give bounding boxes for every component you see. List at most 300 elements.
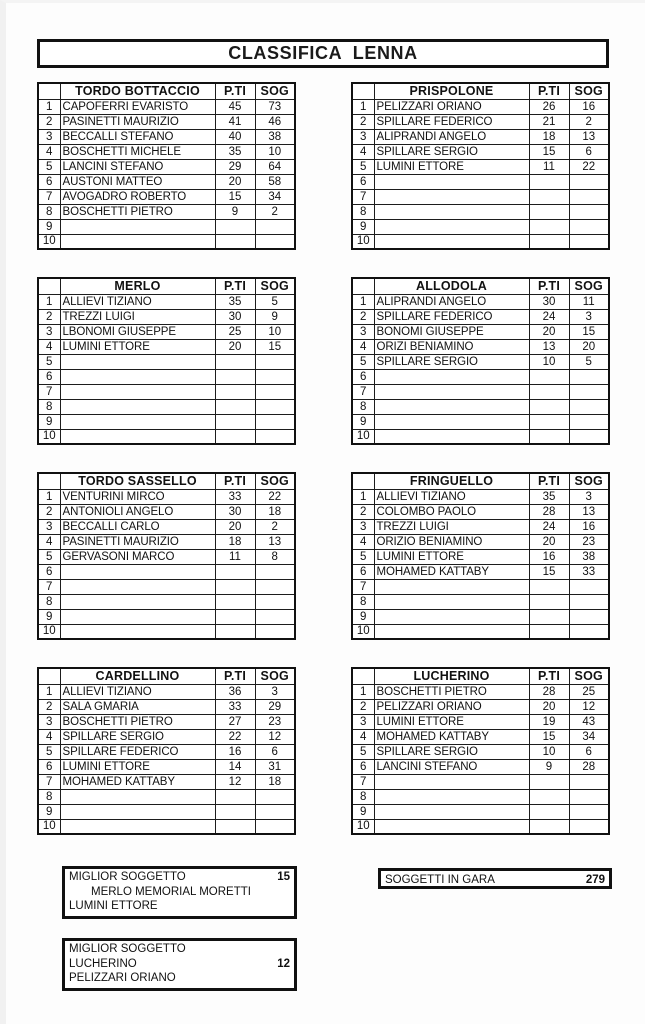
cell-competitor-name: ALIPRANDI ANGELO (374, 129, 529, 144)
cell-subjects (569, 789, 609, 804)
table-row (352, 294, 609, 309)
cell-rank: 5 (352, 744, 374, 759)
table-row (38, 414, 295, 429)
cell-rank: 4 (352, 144, 374, 159)
table-row (38, 354, 295, 369)
cell-rank: 10 (38, 429, 60, 444)
cell-points (529, 219, 569, 234)
cell-points: 22 (215, 729, 255, 744)
cell-rank: 3 (352, 129, 374, 144)
table-header-row (352, 668, 609, 684)
cell-competitor-name: PASINETTI MAURIZIO (60, 114, 215, 129)
table-row (38, 789, 295, 804)
cell-rank: 7 (38, 579, 60, 594)
cell-rank: 9 (352, 219, 374, 234)
cell-competitor-name: MOHAMED KATTABY (374, 564, 529, 579)
cell-rank: 10 (352, 819, 374, 834)
cell-rank: 7 (352, 774, 374, 789)
best-subject-lucherino-winner: PELIZZARI ORIANO (69, 972, 176, 984)
cell-points: 19 (529, 714, 569, 729)
cell-points (529, 774, 569, 789)
cell-points: 11 (529, 159, 569, 174)
cell-subjects: 13 (569, 504, 609, 519)
cell-points: 15 (215, 189, 255, 204)
cell-subjects: 3 (255, 684, 295, 699)
cell-rank: 9 (352, 804, 374, 819)
cell-points: 15 (529, 144, 569, 159)
table-row (352, 489, 609, 504)
cell-subjects: 22 (255, 489, 295, 504)
table-spacer (37, 640, 294, 667)
cell-competitor-name (60, 234, 215, 249)
table-row (38, 699, 295, 714)
cell-rank: 4 (38, 339, 60, 354)
cell-rank: 2 (38, 504, 60, 519)
cell-points: 11 (215, 549, 255, 564)
column-header-sog: SOG (255, 668, 295, 684)
cell-rank: 1 (38, 684, 60, 699)
cell-points: 10 (529, 744, 569, 759)
cell-competitor-name: LUMINI ETTORE (60, 339, 215, 354)
cell-competitor-name: BOSCHETTI MICHELE (60, 144, 215, 159)
table-header-row (352, 473, 609, 489)
cell-rank: 3 (38, 714, 60, 729)
cell-rank: 7 (352, 579, 374, 594)
column-header-rank (38, 83, 60, 99)
cell-points: 20 (529, 699, 569, 714)
table-row (352, 699, 609, 714)
table-row (38, 129, 295, 144)
cell-subjects: 3 (569, 489, 609, 504)
best-subject-lucherino-header (69, 957, 290, 972)
footer-notes (37, 863, 611, 1003)
cell-subjects (569, 399, 609, 414)
cell-subjects (255, 624, 295, 639)
cell-subjects (255, 579, 295, 594)
cell-competitor-name (374, 609, 529, 624)
cell-points (529, 804, 569, 819)
cell-subjects: 5 (569, 354, 609, 369)
table-row (38, 144, 295, 159)
cell-rank: 1 (38, 489, 60, 504)
table-species-title: TORDO BOTTACCIO (60, 83, 215, 99)
cell-competitor-name (374, 594, 529, 609)
cell-subjects (569, 819, 609, 834)
cell-competitor-name (60, 789, 215, 804)
cell-subjects: 3 (569, 309, 609, 324)
table-row (38, 339, 295, 354)
column-header-pti: P.TI (215, 473, 255, 489)
cell-points: 35 (215, 294, 255, 309)
table-row (38, 324, 295, 339)
cell-subjects: 6 (569, 144, 609, 159)
cell-points: 40 (215, 129, 255, 144)
cell-subjects: 46 (255, 114, 295, 129)
cell-points: 45 (215, 99, 255, 114)
column-header-sog: SOG (569, 668, 609, 684)
table-spacer (351, 250, 611, 277)
cell-points (215, 429, 255, 444)
cell-subjects: 38 (255, 129, 295, 144)
cell-rank: 1 (352, 99, 374, 114)
table-row (38, 579, 295, 594)
table-row (38, 714, 295, 729)
cell-subjects: 58 (255, 174, 295, 189)
cell-subjects: 18 (255, 774, 295, 789)
cell-rank: 4 (38, 144, 60, 159)
cell-rank: 9 (352, 609, 374, 624)
table-row (352, 519, 609, 534)
cell-rank: 6 (352, 564, 374, 579)
cell-rank: 4 (352, 534, 374, 549)
standings-table-cardellino (37, 667, 296, 835)
cell-rank: 8 (38, 204, 60, 219)
cell-points: 18 (215, 534, 255, 549)
cell-competitor-name: BONOMI GIUSEPPE (374, 324, 529, 339)
cell-rank: 2 (352, 504, 374, 519)
table-header-row (38, 278, 295, 294)
cell-points (215, 819, 255, 834)
table-spacer (351, 445, 611, 472)
cell-competitor-name: PELIZZARI ORIANO (374, 99, 529, 114)
cell-subjects (255, 804, 295, 819)
table-species-title: TORDO SASSELLO (60, 473, 215, 489)
table-row (352, 129, 609, 144)
cell-competitor-name (60, 399, 215, 414)
table-row (38, 99, 295, 114)
cell-subjects: 12 (255, 729, 295, 744)
column-header-pti: P.TI (529, 668, 569, 684)
cell-rank: 6 (38, 759, 60, 774)
table-row (38, 219, 295, 234)
cell-competitor-name (374, 369, 529, 384)
cell-competitor-name (60, 429, 215, 444)
cell-points: 35 (529, 489, 569, 504)
cell-points (215, 234, 255, 249)
cell-competitor-name (374, 579, 529, 594)
table-row (352, 144, 609, 159)
cell-competitor-name (374, 414, 529, 429)
cell-subjects: 23 (569, 534, 609, 549)
cell-subjects: 22 (569, 159, 609, 174)
cell-subjects (569, 579, 609, 594)
cell-competitor-name (60, 804, 215, 819)
cell-subjects: 6 (569, 744, 609, 759)
table-row (38, 159, 295, 174)
table-row (38, 489, 295, 504)
table-row (352, 549, 609, 564)
cell-rank: 9 (352, 414, 374, 429)
cell-subjects: 2 (255, 204, 295, 219)
cell-competitor-name (374, 624, 529, 639)
column-header-sog: SOG (255, 278, 295, 294)
cell-rank: 3 (352, 714, 374, 729)
table-row (38, 819, 295, 834)
standings-table-prispolone (351, 82, 610, 250)
cell-points (529, 789, 569, 804)
cell-points: 12 (215, 774, 255, 789)
cell-subjects: 34 (569, 729, 609, 744)
cell-points (529, 399, 569, 414)
table-row (38, 204, 295, 219)
cell-competitor-name (374, 429, 529, 444)
cell-subjects (569, 429, 609, 444)
table-row (352, 564, 609, 579)
cell-points: 30 (215, 309, 255, 324)
cell-competitor-name (60, 819, 215, 834)
cell-competitor-name: BOSCHETTI PIETRO (60, 714, 215, 729)
column-header-rank (352, 668, 374, 684)
cell-points (529, 204, 569, 219)
cell-rank: 4 (352, 339, 374, 354)
cell-points: 10 (529, 354, 569, 369)
cell-competitor-name: MOHAMED KATTABY (60, 774, 215, 789)
best-subject-lucherino-label: MIGLIOR SOGGETTO (69, 943, 186, 955)
table-row (352, 594, 609, 609)
cell-rank: 3 (352, 324, 374, 339)
cell-subjects: 13 (255, 534, 295, 549)
best-subject-merlo-winner: LUMINI ETTORE (69, 900, 158, 912)
cell-rank: 3 (38, 324, 60, 339)
table-row (352, 174, 609, 189)
column-header-rank (38, 473, 60, 489)
cell-subjects: 34 (255, 189, 295, 204)
table-row (38, 564, 295, 579)
table-row (38, 429, 295, 444)
cell-competitor-name: BOSCHETTI PIETRO (60, 204, 215, 219)
cell-competitor-name (60, 354, 215, 369)
cell-points: 20 (215, 339, 255, 354)
cell-rank: 2 (352, 699, 374, 714)
cell-subjects: 20 (569, 339, 609, 354)
cell-competitor-name: LBONOMI GIUSEPPE (60, 324, 215, 339)
table-row (38, 294, 295, 309)
cell-points (529, 414, 569, 429)
table-species-title: ALLODOLA (374, 278, 529, 294)
cell-subjects (255, 414, 295, 429)
column-header-pti: P.TI (215, 668, 255, 684)
cell-points (529, 234, 569, 249)
table-row (352, 309, 609, 324)
table-row (352, 99, 609, 114)
table-row (352, 504, 609, 519)
table-row (38, 549, 295, 564)
cell-subjects (569, 624, 609, 639)
cell-rank: 5 (38, 744, 60, 759)
table-row (352, 354, 609, 369)
table-row (352, 744, 609, 759)
cell-subjects (569, 384, 609, 399)
cell-points (215, 369, 255, 384)
table-row (38, 519, 295, 534)
cell-points (215, 624, 255, 639)
cell-subjects (569, 414, 609, 429)
column-header-rank (352, 83, 374, 99)
cell-rank: 6 (38, 564, 60, 579)
cell-competitor-name: COLOMBO PAOLO (374, 504, 529, 519)
cell-points (529, 819, 569, 834)
cell-competitor-name: VENTURINI MIRCO (60, 489, 215, 504)
column-header-pti: P.TI (529, 83, 569, 99)
table-row (38, 534, 295, 549)
cell-subjects (569, 204, 609, 219)
cell-points: 41 (215, 114, 255, 129)
table-row (38, 504, 295, 519)
table-row (352, 789, 609, 804)
cell-points (215, 594, 255, 609)
cell-rank: 9 (38, 609, 60, 624)
cell-rank: 8 (38, 399, 60, 414)
cell-competitor-name (60, 624, 215, 639)
table-row (38, 804, 295, 819)
cell-competitor-name: LANCINI STEFANO (374, 759, 529, 774)
subjects-in-race-value: 279 (585, 874, 605, 886)
cell-points: 14 (215, 759, 255, 774)
page-title (37, 39, 609, 68)
cell-rank: 7 (38, 774, 60, 789)
cell-points: 18 (529, 129, 569, 144)
standings-table-tordo-sassello (37, 472, 296, 640)
cell-rank: 4 (352, 729, 374, 744)
cell-competitor-name: ALLIEVI TIZIANO (60, 294, 215, 309)
cell-rank: 10 (38, 819, 60, 834)
cell-competitor-name (374, 399, 529, 414)
cell-points (529, 624, 569, 639)
cell-subjects: 9 (255, 309, 295, 324)
table-row (352, 234, 609, 249)
table-row (352, 324, 609, 339)
cell-subjects: 64 (255, 159, 295, 174)
cell-points: 33 (215, 489, 255, 504)
cell-points (215, 579, 255, 594)
cell-subjects: 25 (569, 684, 609, 699)
cell-subjects (255, 819, 295, 834)
cell-points: 20 (529, 324, 569, 339)
cell-subjects: 2 (569, 114, 609, 129)
standings-table-merlo (37, 277, 296, 445)
cell-rank: 6 (38, 369, 60, 384)
cell-rank: 8 (352, 399, 374, 414)
table-row (38, 114, 295, 129)
column-header-rank (352, 278, 374, 294)
cell-points (529, 384, 569, 399)
table-row (38, 369, 295, 384)
cell-subjects (255, 384, 295, 399)
column-header-rank (38, 668, 60, 684)
table-species-title: FRINGUELLO (374, 473, 529, 489)
cell-competitor-name: SPILLARE FEDERICO (374, 309, 529, 324)
cell-subjects: 6 (255, 744, 295, 759)
cell-points (529, 429, 569, 444)
cell-competitor-name: BECCALLI CARLO (60, 519, 215, 534)
cell-competitor-name: CAPOFERRI EVARISTO (60, 99, 215, 114)
cell-points: 35 (215, 144, 255, 159)
table-spacer (37, 250, 294, 277)
cell-rank: 6 (38, 174, 60, 189)
cell-subjects: 73 (255, 99, 295, 114)
table-row (38, 624, 295, 639)
best-subject-merlo-box (62, 866, 297, 919)
cell-subjects: 15 (255, 339, 295, 354)
cell-points: 9 (529, 759, 569, 774)
cell-rank: 9 (38, 804, 60, 819)
table-row (352, 399, 609, 414)
table-row (352, 804, 609, 819)
cell-rank: 3 (38, 519, 60, 534)
table-row (352, 189, 609, 204)
cell-rank: 2 (38, 114, 60, 129)
cell-rank: 5 (38, 354, 60, 369)
cell-rank: 5 (38, 549, 60, 564)
cell-competitor-name (60, 609, 215, 624)
cell-rank: 1 (352, 489, 374, 504)
cell-competitor-name: GERVASONI MARCO (60, 549, 215, 564)
cell-rank: 6 (352, 174, 374, 189)
cell-subjects (255, 354, 295, 369)
cell-competitor-name: LANCINI STEFANO (60, 159, 215, 174)
table-species-title: MERLO (60, 278, 215, 294)
cell-competitor-name (374, 789, 529, 804)
cell-subjects: 31 (255, 759, 295, 774)
cell-points: 30 (215, 504, 255, 519)
cell-points: 29 (215, 159, 255, 174)
cell-competitor-name: ALLIEVI TIZIANO (60, 684, 215, 699)
cell-points: 20 (215, 519, 255, 534)
cell-points (215, 564, 255, 579)
table-row (352, 159, 609, 174)
cell-points (215, 399, 255, 414)
cell-points: 13 (529, 339, 569, 354)
cell-competitor-name (374, 384, 529, 399)
cell-rank: 7 (38, 189, 60, 204)
cell-subjects: 10 (255, 144, 295, 159)
cell-subjects: 29 (255, 699, 295, 714)
cell-rank: 1 (38, 99, 60, 114)
cell-subjects (569, 609, 609, 624)
cell-subjects: 12 (569, 699, 609, 714)
cell-points: 33 (215, 699, 255, 714)
cell-rank: 10 (38, 624, 60, 639)
cell-competitor-name: SPILLARE SERGIO (374, 354, 529, 369)
table-row (38, 309, 295, 324)
best-subject-lucherino-box (62, 938, 297, 991)
cell-subjects (569, 774, 609, 789)
cell-points (215, 804, 255, 819)
cell-subjects (255, 429, 295, 444)
column-header-rank (38, 278, 60, 294)
column-header-pti: P.TI (529, 278, 569, 294)
table-row (352, 534, 609, 549)
cell-competitor-name: SPILLARE SERGIO (374, 744, 529, 759)
cell-competitor-name: SPILLARE FEDERICO (60, 744, 215, 759)
cell-points: 15 (529, 729, 569, 744)
cell-subjects: 15 (569, 324, 609, 339)
cell-competitor-name (60, 384, 215, 399)
cell-subjects (255, 789, 295, 804)
cell-points (529, 594, 569, 609)
cell-rank: 1 (38, 294, 60, 309)
cell-points (215, 219, 255, 234)
cell-competitor-name: PASINETTI MAURIZIO (60, 534, 215, 549)
cell-rank: 10 (352, 429, 374, 444)
cell-competitor-name (60, 369, 215, 384)
cell-subjects (569, 369, 609, 384)
table-species-title: PRISPOLONE (374, 83, 529, 99)
cell-competitor-name: LUMINI ETTORE (374, 714, 529, 729)
table-header-row (352, 278, 609, 294)
cell-subjects (255, 234, 295, 249)
table-row (352, 714, 609, 729)
